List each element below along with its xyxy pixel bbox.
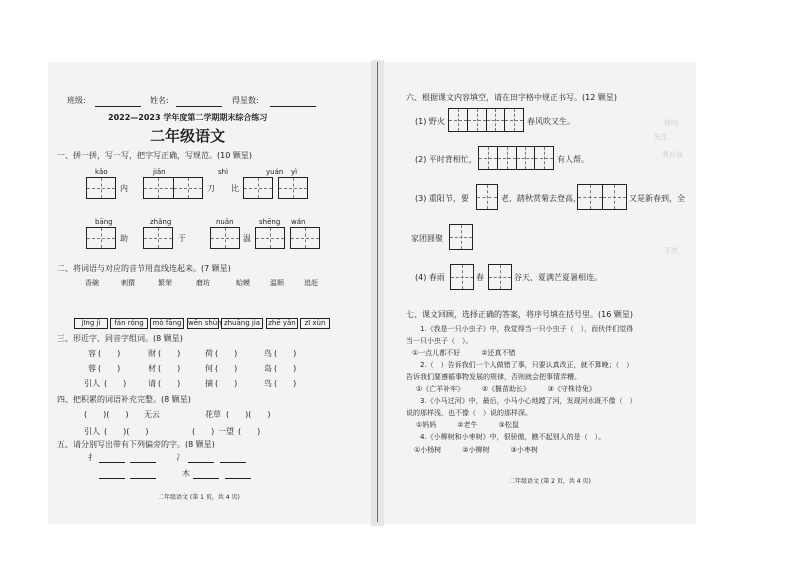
tianzige-grid[interactable] [278, 177, 308, 199]
char-prompt: 荷 [205, 349, 213, 358]
pinyin: jiǎn [153, 168, 166, 176]
syllable-box[interactable]: jīng jì [74, 318, 108, 329]
name-blank[interactable] [176, 106, 222, 107]
tianzige-grid[interactable] [143, 227, 173, 249]
question-text: 告诉我们要遵循事物发展的规律，否则就会把事情弄糟。 [406, 373, 581, 381]
answer-blank[interactable] [99, 478, 125, 479]
section7-heading: 七、课文回顾，选择正确的答案，将序号填在括号里。(16 颗星) [406, 310, 633, 319]
class-blank[interactable] [95, 106, 141, 107]
pinyin: shēng [259, 218, 281, 226]
question-text: 3.《小马过河》中，最后，小马小心地蹚了河，发现河水既不像（ ） [420, 397, 637, 405]
tianzige-grid[interactable] [86, 177, 116, 199]
syllable-box[interactable]: zhuāng jia [221, 318, 263, 329]
section1-heading: 一、拼一拼，写一写，把字写正确，写规范。(10 颗星) [57, 151, 252, 160]
char-prompt: 鸟 [264, 349, 272, 358]
match-word[interactable]: 追赶 [304, 279, 318, 287]
answer-blank[interactable] [225, 478, 251, 479]
pinyin: nuǎn [216, 218, 234, 226]
syllable-box[interactable]: fán róng [110, 318, 148, 329]
score-label: 得星数: [232, 96, 259, 105]
tianzige-grid[interactable] [86, 227, 116, 249]
idiom-part: 无云 [144, 410, 160, 419]
fill-prompt: 谷天，夏满芒夏暑相连。 [514, 273, 602, 282]
section2-heading: 二、将词语与对应的音节用直线连起来。(7 颗星) [57, 264, 231, 273]
match-word[interactable]: 磨坊 [196, 279, 210, 287]
fill-prompt: (3) 重阳节，要 [415, 194, 469, 203]
answer-blank[interactable] [193, 478, 219, 479]
question-text: 2.（ ）告诉我们一个人做错了事，只要认真改正，就不算晚；（ ） [420, 361, 634, 369]
question-text: 4.《小柳树和小枣树》中，很骄傲，瞧不起别人的是（ ）。 [420, 433, 606, 441]
tianzige-grid[interactable] [448, 108, 524, 132]
question-text: 说的那样浅，也不像（ ）说的那样深。 [406, 409, 532, 417]
tianzige-grid[interactable] [255, 227, 285, 249]
radical: 木 [182, 469, 190, 478]
fill-prompt: 有人帮。 [557, 155, 589, 164]
radical: 扌 [88, 453, 96, 462]
char-prompt: 材 [148, 364, 156, 373]
char-prompt: 鸟 [264, 379, 272, 388]
answer-blank[interactable] [99, 462, 125, 463]
answer-options[interactable]: ①一点儿都不好 ②还真不错 [412, 349, 516, 357]
pinyin: zhǎng [150, 218, 172, 226]
bleed-text: 先生， [654, 133, 675, 141]
bleed-text: 我应该 [662, 151, 683, 159]
bleed-text: 他向 [664, 119, 678, 127]
bleed-text: 不然 [664, 247, 678, 255]
char-prompt: 请 [148, 379, 156, 388]
tianzige-grid[interactable] [449, 224, 473, 250]
tianzige-grid[interactable] [243, 177, 273, 199]
tianzige-grid[interactable] [577, 184, 627, 210]
char-prompt: 何 [205, 364, 213, 373]
given-character: 比 [231, 184, 239, 193]
tianzige-grid[interactable] [290, 227, 320, 249]
char-prompt: 引人 [84, 379, 100, 388]
match-word[interactable]: 蛤蟆 [236, 279, 250, 287]
syllable-box[interactable]: wēn shùn [188, 319, 222, 327]
char-prompt: 摘 [205, 379, 213, 388]
class-label: 班级: [67, 96, 86, 105]
given-character: 于 [178, 234, 186, 243]
name-label: 姓名: [150, 96, 169, 105]
tianzige-grid[interactable] [476, 184, 498, 210]
fill-prompt: 老，踏秋赏菊去登高， [501, 194, 581, 203]
given-character: 内 [120, 184, 128, 193]
section6-heading: 六、根据课文内容填空，请在田字格中规正书写。(12 颗星) [406, 93, 617, 102]
fill-prompt: (1) 野火 [415, 117, 445, 126]
syllable-box[interactable]: zhē yǎn [266, 318, 298, 329]
match-word[interactable]: 香碗 [85, 279, 99, 287]
tianzige-grid[interactable] [478, 146, 554, 170]
fill-prompt: 春 [476, 273, 484, 282]
question-text: 当一只小虫子（ ）。 [406, 337, 473, 345]
tianzige-grid[interactable] [488, 264, 512, 290]
idiom-part: 一望 [218, 427, 234, 436]
answer-blank[interactable] [188, 462, 214, 463]
match-word[interactable]: 繁荣 [158, 279, 172, 287]
fill-prompt: 又是新春到，全 [629, 194, 685, 203]
page-footer: 二年级语文 (第 2 页，共 4 页) [509, 478, 591, 485]
given-character: 助 [120, 234, 128, 243]
answer-options[interactable]: ①妈妈 ②老牛 ③松鼠 [416, 421, 519, 429]
match-word[interactable]: 温顺 [270, 279, 284, 287]
idiom-part: 花草 [205, 410, 221, 419]
char-prompt: 容 [88, 349, 96, 358]
pinyin: kǎo [95, 168, 108, 176]
tianzige-grid[interactable] [143, 177, 203, 199]
page-footer: 二年级语文 (第 1 页，共 4 页) [158, 494, 240, 501]
subject-title: 二年级语文 [150, 127, 226, 145]
match-word[interactable]: 刺猬 [121, 279, 135, 287]
fold-line [377, 62, 378, 522]
pinyin: bāng [95, 218, 113, 226]
syllable-box[interactable]: zī xùn [300, 318, 330, 329]
answer-blank[interactable] [130, 462, 156, 463]
tianzige-grid[interactable] [210, 227, 240, 249]
radical: 冫 [176, 453, 184, 462]
score-blank[interactable] [270, 106, 316, 107]
pinyin: wán [291, 218, 306, 226]
answer-options[interactable]: ①《亡羊补牢》 ②《揠苗助长》 ③《守株待兔》 [416, 385, 596, 393]
given-character: 温 [243, 234, 251, 243]
char-prompt: 财 [148, 349, 156, 358]
section5-heading: 五、请分别写出带有下列偏旁的字。(8 颗星) [57, 440, 215, 449]
exam-title: 2022—2023 学年度第二学期期末综合练习 [108, 113, 268, 122]
char-prompt: 岛 [264, 364, 272, 373]
fill-prompt: 家团圆聚 [411, 234, 443, 243]
pinyin: shì [218, 168, 229, 176]
fill-prompt: (2) 平时背相忙， [415, 155, 477, 164]
idiom-part: 引人 [84, 427, 100, 436]
fill-prompt: (4) 春雨 [415, 273, 445, 282]
fill-prompt: 春风吹又生。 [527, 117, 575, 126]
question-text: 1.《我是一只小虫子》中，我觉得当一只小虫子（ ），而伙伴们觉得 [420, 325, 634, 333]
section3-heading: 三、形近字、同音字组词。(8 颗星) [57, 334, 183, 343]
given-character: 刀 [207, 184, 215, 193]
answer-options[interactable]: ①小杨树 ②小柳树 ③小枣树 [414, 446, 538, 454]
tianzige-grid[interactable] [450, 264, 474, 290]
answer-blank[interactable] [130, 478, 156, 479]
syllable-box[interactable]: mò fāng [150, 318, 184, 329]
answer-blank[interactable] [220, 462, 246, 463]
pinyin: yì [291, 168, 298, 176]
section4-heading: 四、把积累的词语补充完整。(8 颗星) [57, 395, 191, 404]
char-prompt: 蓉 [88, 364, 96, 373]
pinyin: yuán [266, 168, 284, 176]
